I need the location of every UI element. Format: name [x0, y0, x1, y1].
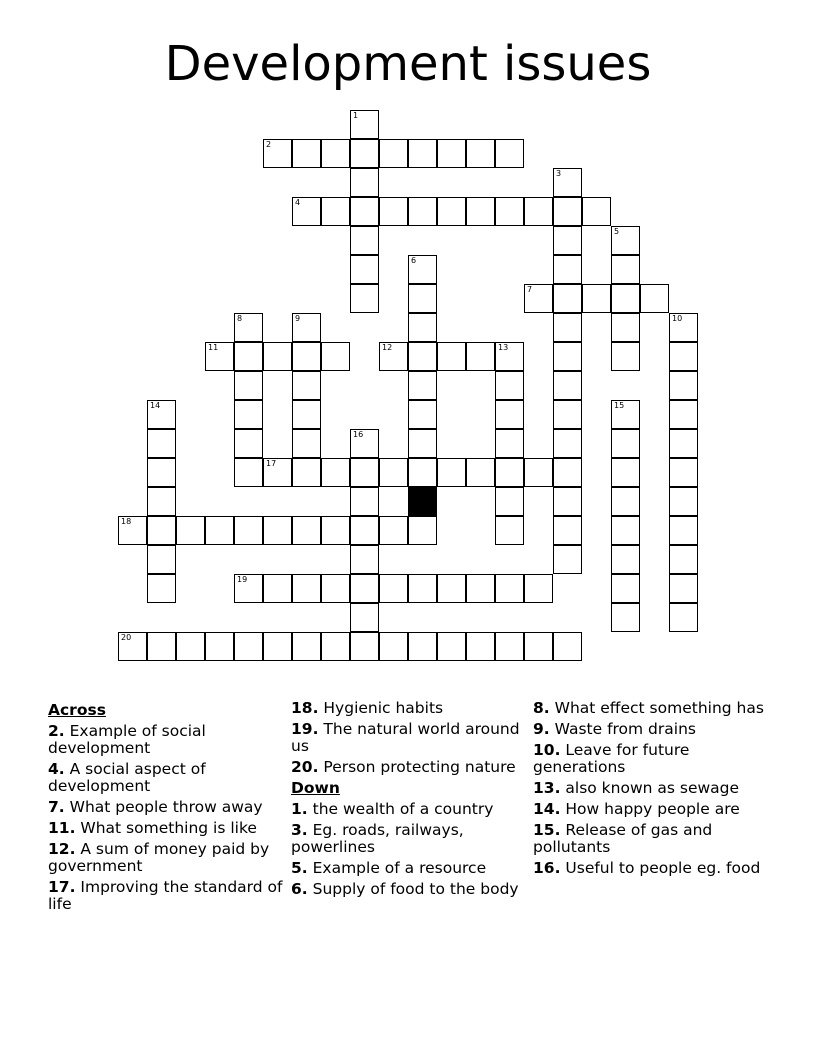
- grid-cell[interactable]: [379, 516, 408, 545]
- grid-cell[interactable]: [495, 516, 524, 545]
- grid-cell[interactable]: [611, 284, 640, 313]
- clue-text: What something is like: [75, 819, 257, 837]
- grid-cell[interactable]: [234, 516, 263, 545]
- grid-cell[interactable]: [437, 632, 466, 661]
- clue-number-label: 9.: [533, 720, 550, 738]
- grid-cell[interactable]: [263, 516, 292, 545]
- grid-cell[interactable]: [408, 284, 437, 313]
- clue-item: [533, 721, 773, 738]
- grid-cell[interactable]: [408, 371, 437, 400]
- grid-cell[interactable]: [611, 603, 640, 632]
- grid-cell[interactable]: [669, 429, 698, 458]
- grid-cell[interactable]: [292, 458, 321, 487]
- grid-cell[interactable]: [466, 139, 495, 168]
- grid-cell[interactable]: [611, 313, 640, 342]
- grid-cell[interactable]: [611, 342, 640, 371]
- grid-cell[interactable]: [263, 632, 292, 661]
- clue-number: 9: [295, 314, 301, 323]
- grid-cell[interactable]: [553, 284, 582, 313]
- clue-text: Release of gas and pollutants: [533, 821, 713, 856]
- clue-text: The natural world around us: [291, 720, 520, 755]
- grid-cell[interactable]: [553, 545, 582, 574]
- clue-number: 17: [266, 459, 277, 468]
- grid-cell[interactable]: [147, 400, 176, 429]
- clue-number-label: 13.: [533, 779, 561, 797]
- grid-cell[interactable]: [350, 487, 379, 516]
- grid-cell[interactable]: [321, 197, 350, 226]
- grid-cell[interactable]: [582, 197, 611, 226]
- grid-cell[interactable]: [234, 632, 263, 661]
- clue-number-label: 18.: [291, 699, 319, 717]
- clue-number: 19: [237, 575, 248, 584]
- clue-number-label: 2.: [48, 722, 65, 740]
- grid-cell[interactable]: [147, 516, 176, 545]
- grid-cell[interactable]: [234, 574, 263, 603]
- clue-text: also known as sewage: [560, 779, 740, 797]
- grid-cell[interactable]: [408, 197, 437, 226]
- grid-cell[interactable]: [553, 313, 582, 342]
- clue-text: A social aspect of development: [48, 760, 206, 795]
- grid-cell[interactable]: [495, 400, 524, 429]
- clue-text: How happy people are: [560, 800, 740, 818]
- clue-text: A sum of money paid by government: [48, 840, 270, 875]
- grid-cell[interactable]: [350, 458, 379, 487]
- grid-cell[interactable]: [495, 487, 524, 516]
- clue-item: [48, 841, 288, 875]
- grid-cell[interactable]: [350, 603, 379, 632]
- grid-cell[interactable]: [611, 545, 640, 574]
- grid-cell[interactable]: [408, 574, 437, 603]
- clue-number-label: 4.: [48, 760, 65, 778]
- grid-cell[interactable]: [350, 284, 379, 313]
- clue-item: [48, 723, 288, 757]
- grid-cell[interactable]: [292, 429, 321, 458]
- clue-number: 7: [527, 285, 533, 294]
- grid-cell[interactable]: [669, 487, 698, 516]
- black-cell: [408, 487, 437, 516]
- grid-cell[interactable]: [321, 458, 350, 487]
- clue-text: Leave for future generations: [533, 741, 690, 776]
- grid-cell[interactable]: [669, 516, 698, 545]
- grid-cell[interactable]: [553, 429, 582, 458]
- clue-item: [533, 801, 773, 818]
- clue-number: 5: [614, 227, 620, 236]
- clue-text: Supply of food to the body: [307, 880, 519, 898]
- grid-cell[interactable]: [669, 400, 698, 429]
- grid-cell[interactable]: [321, 516, 350, 545]
- grid-cell[interactable]: [466, 342, 495, 371]
- grid-cell[interactable]: [611, 400, 640, 429]
- grid-cell[interactable]: [350, 429, 379, 458]
- clue-number: 15: [614, 401, 625, 410]
- clue-text: Person protecting nature: [318, 758, 516, 776]
- grid-cell[interactable]: [176, 632, 205, 661]
- grid-cell[interactable]: [640, 284, 669, 313]
- grid-cell[interactable]: [611, 574, 640, 603]
- grid-cell[interactable]: [205, 516, 234, 545]
- grid-cell[interactable]: [292, 574, 321, 603]
- grid-cell[interactable]: [350, 632, 379, 661]
- grid-cell[interactable]: [669, 574, 698, 603]
- clue-number: 8: [237, 314, 243, 323]
- clue-item: [291, 721, 531, 755]
- clue-number-label: 15.: [533, 821, 561, 839]
- grid-cell[interactable]: [466, 197, 495, 226]
- clue-number: 11: [208, 343, 219, 352]
- grid-cell[interactable]: [118, 516, 147, 545]
- clue-number-label: 10.: [533, 741, 561, 759]
- grid-cell[interactable]: [292, 400, 321, 429]
- grid-cell[interactable]: [408, 139, 437, 168]
- grid-cell[interactable]: [495, 371, 524, 400]
- clue-item: [291, 881, 531, 898]
- grid-cell[interactable]: [350, 168, 379, 197]
- grid-cell[interactable]: [495, 632, 524, 661]
- clue-text: Example of a resource: [307, 859, 487, 877]
- grid-cell[interactable]: [553, 197, 582, 226]
- grid-cell[interactable]: [147, 487, 176, 516]
- grid-cell[interactable]: [234, 400, 263, 429]
- grid-cell[interactable]: [437, 574, 466, 603]
- page-title: Development issues: [164, 36, 652, 92]
- clue-number-label: 14.: [533, 800, 561, 818]
- grid-cell[interactable]: [350, 545, 379, 574]
- clue-number-label: 5.: [291, 859, 308, 877]
- clue-text: Useful to people eg. food: [560, 859, 761, 877]
- grid-cell[interactable]: [292, 313, 321, 342]
- grid-cell[interactable]: [379, 458, 408, 487]
- grid-cell[interactable]: [379, 574, 408, 603]
- clue-number: 16: [353, 430, 364, 439]
- grid-cell[interactable]: [553, 342, 582, 371]
- clue-number-label: 8.: [533, 699, 550, 717]
- grid-cell[interactable]: [379, 632, 408, 661]
- clue-heading: Across: [48, 701, 106, 719]
- clue-item: [291, 700, 531, 717]
- clue-number: 1: [353, 111, 359, 120]
- clue-item: [533, 822, 773, 856]
- clue-item: [533, 742, 773, 776]
- grid-cell[interactable]: [408, 313, 437, 342]
- grid-cell[interactable]: [408, 400, 437, 429]
- clue-number-label: 19.: [291, 720, 319, 738]
- grid-cell[interactable]: [495, 458, 524, 487]
- grid-cell[interactable]: [437, 458, 466, 487]
- clue-text: What effect something has: [549, 699, 764, 717]
- grid-cell[interactable]: [669, 458, 698, 487]
- clue-text: What people throw away: [64, 798, 263, 816]
- clue-number: 6: [411, 256, 417, 265]
- grid-cell[interactable]: [408, 516, 437, 545]
- grid-cell[interactable]: [321, 574, 350, 603]
- grid-cell[interactable]: [553, 458, 582, 487]
- grid-cell[interactable]: [350, 139, 379, 168]
- grid-cell[interactable]: [553, 632, 582, 661]
- clue-number-label: 16.: [533, 859, 561, 877]
- grid-cell[interactable]: [553, 255, 582, 284]
- clue-text: Example of social development: [48, 722, 206, 757]
- grid-cell[interactable]: [495, 574, 524, 603]
- grid-cell[interactable]: [321, 139, 350, 168]
- grid-cell[interactable]: [553, 226, 582, 255]
- clue-number: 20: [121, 633, 132, 642]
- grid-cell[interactable]: [495, 342, 524, 371]
- grid-cell[interactable]: [669, 342, 698, 371]
- clue-number: 13: [498, 343, 509, 352]
- grid-cell[interactable]: [147, 545, 176, 574]
- clue-item: [533, 860, 773, 877]
- grid-cell[interactable]: [350, 516, 379, 545]
- grid-cell[interactable]: [234, 342, 263, 371]
- grid-cell[interactable]: [350, 574, 379, 603]
- grid-cell[interactable]: [437, 197, 466, 226]
- clue-number-label: 6.: [291, 880, 308, 898]
- grid-cell[interactable]: [292, 139, 321, 168]
- clue-number: 2: [266, 140, 272, 149]
- clue-number-label: 20.: [291, 758, 319, 776]
- grid-cell[interactable]: [176, 516, 205, 545]
- clue-text: Waste from drains: [549, 720, 696, 738]
- grid-cell[interactable]: [350, 255, 379, 284]
- grid-cell[interactable]: [669, 545, 698, 574]
- clue-heading: Down: [291, 779, 340, 797]
- grid-cell[interactable]: [553, 400, 582, 429]
- grid-cell[interactable]: [669, 313, 698, 342]
- grid-cell[interactable]: [234, 371, 263, 400]
- clue-column-1: [48, 700, 288, 917]
- clue-text: Hygienic habits: [318, 699, 444, 717]
- grid-cell[interactable]: [292, 632, 321, 661]
- grid-cell[interactable]: [524, 574, 553, 603]
- grid-cell[interactable]: [495, 429, 524, 458]
- clue-number-label: 3.: [291, 821, 308, 839]
- grid-cell[interactable]: [147, 574, 176, 603]
- grid-cell[interactable]: [524, 197, 553, 226]
- clue-item: [291, 801, 531, 818]
- grid-cell[interactable]: [292, 197, 321, 226]
- grid-cell[interactable]: [611, 516, 640, 545]
- grid-cell[interactable]: [408, 342, 437, 371]
- grid-cell[interactable]: [118, 632, 147, 661]
- grid-cell[interactable]: [495, 139, 524, 168]
- grid-cell[interactable]: [205, 632, 234, 661]
- clue-item: [291, 822, 531, 856]
- grid-cell[interactable]: [263, 458, 292, 487]
- grid-cell[interactable]: [611, 429, 640, 458]
- clue-number-label: 12.: [48, 840, 76, 858]
- grid-cell[interactable]: [524, 632, 553, 661]
- clue-item: [48, 761, 288, 795]
- grid-cell[interactable]: [292, 516, 321, 545]
- grid-cell[interactable]: [408, 632, 437, 661]
- clue-column-2: [291, 700, 531, 902]
- grid-cell[interactable]: [379, 342, 408, 371]
- grid-cell[interactable]: [234, 313, 263, 342]
- grid-cell[interactable]: [466, 458, 495, 487]
- grid-cell[interactable]: [466, 632, 495, 661]
- grid-cell[interactable]: [147, 458, 176, 487]
- grid-cell[interactable]: [234, 458, 263, 487]
- grid-cell[interactable]: [263, 574, 292, 603]
- grid-cell[interactable]: [611, 487, 640, 516]
- clue-item: [291, 860, 531, 877]
- grid-cell[interactable]: [408, 255, 437, 284]
- grid-cell[interactable]: [495, 197, 524, 226]
- clue-text: the wealth of a country: [307, 800, 494, 818]
- clue-number: 14: [150, 401, 161, 410]
- grid-cell[interactable]: [669, 371, 698, 400]
- clue-number: 10: [672, 314, 683, 323]
- grid-cell[interactable]: [582, 284, 611, 313]
- clue-number-label: 1.: [291, 800, 308, 818]
- grid-cell[interactable]: [408, 429, 437, 458]
- clue-item: [533, 780, 773, 797]
- grid-cell[interactable]: [321, 632, 350, 661]
- clue-number-label: 7.: [48, 798, 65, 816]
- clue-column-3: [533, 700, 773, 881]
- grid-cell[interactable]: [553, 487, 582, 516]
- grid-cell[interactable]: [205, 342, 234, 371]
- grid-cell[interactable]: [379, 197, 408, 226]
- clue-number-label: 17.: [48, 878, 76, 896]
- grid-cell[interactable]: [292, 342, 321, 371]
- grid-cell[interactable]: [147, 429, 176, 458]
- clue-number: 4: [295, 198, 301, 207]
- grid-cell[interactable]: [524, 284, 553, 313]
- grid-cell[interactable]: [466, 574, 495, 603]
- clue-item: [291, 759, 531, 776]
- grid-cell[interactable]: [553, 168, 582, 197]
- clue-number: 18: [121, 517, 132, 526]
- clue-text: Improving the standard of life: [48, 878, 283, 913]
- clue-item: [48, 799, 288, 816]
- grid-cell[interactable]: [350, 110, 379, 139]
- clue-item: [533, 700, 773, 717]
- grid-cell[interactable]: [611, 226, 640, 255]
- grid-cell[interactable]: [437, 342, 466, 371]
- grid-cell[interactable]: [611, 255, 640, 284]
- grid-cell[interactable]: [669, 603, 698, 632]
- clue-number-label: 11.: [48, 819, 76, 837]
- grid-cell[interactable]: [263, 342, 292, 371]
- clue-item: [48, 820, 288, 837]
- grid-cell[interactable]: [292, 371, 321, 400]
- grid-cell[interactable]: [263, 139, 292, 168]
- grid-cell[interactable]: [611, 458, 640, 487]
- grid-cell[interactable]: [408, 458, 437, 487]
- grid-cell[interactable]: [379, 139, 408, 168]
- grid-cell[interactable]: [437, 139, 466, 168]
- grid-cell[interactable]: [553, 371, 582, 400]
- clue-text: Eg. roads, railways, powerlines: [291, 821, 464, 856]
- grid-cell[interactable]: [147, 632, 176, 661]
- clue-item: [48, 879, 288, 913]
- grid-cell[interactable]: [234, 429, 263, 458]
- grid-cell[interactable]: [524, 458, 553, 487]
- grid-cell[interactable]: [553, 516, 582, 545]
- grid-cell[interactable]: [321, 342, 350, 371]
- grid-cell[interactable]: [350, 197, 379, 226]
- grid-cell[interactable]: [350, 226, 379, 255]
- clue-number: 3: [556, 169, 562, 178]
- clue-number: 12: [382, 343, 393, 352]
